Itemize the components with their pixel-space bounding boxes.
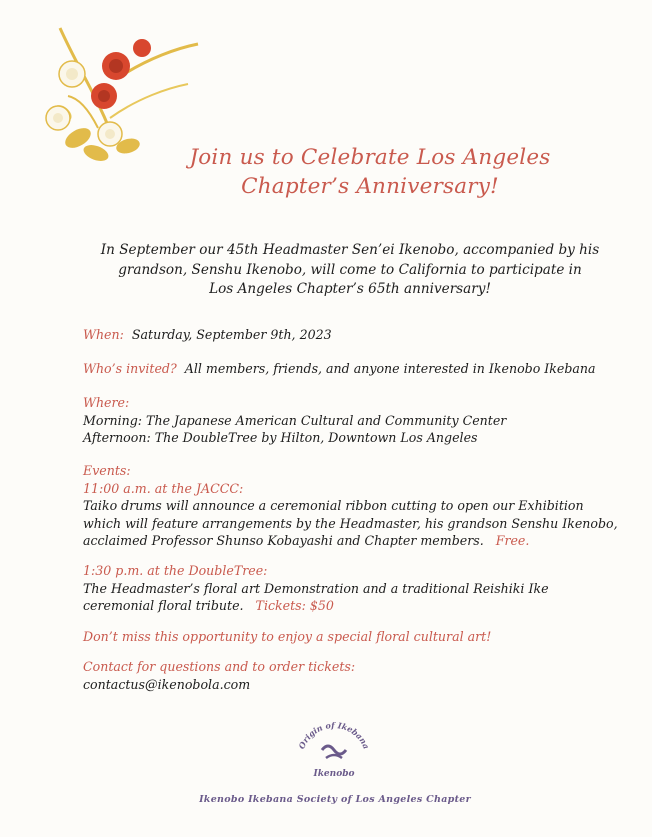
society-footer: Ikenobo Ikebana Society of Los Angeles Chapter (199, 794, 471, 805)
jaccc-line-1: Taiko drums will announce a ceremonial ribbon cutting to open our Exhibition (83, 498, 584, 513)
svg-text:Origin of Ikebana (296, 720, 371, 750)
intro-line-1: In September our 45th Headmaster Sen’ei Ikenobo, accompanied by his (100, 242, 600, 258)
doubletree-line-1: The Headmaster’s floral art Demonstration and a traditional Reishiki Ike (83, 580, 549, 596)
doubletree-price: Tickets: $50 (255, 598, 334, 613)
intro-line-2: grandson, Senshu Ikenobo, will come to California to participate in (118, 261, 582, 278)
intro-line-3: Los Angeles Chapter’s 65th anniversary! (209, 281, 491, 297)
when-label: When: (83, 327, 124, 342)
events-label: Events: (83, 463, 131, 478)
jaccc-line-2: which will feature arrangements by the Headmaster, his grandson Senshu Ikenobo, (83, 515, 618, 531)
when-section (83, 326, 623, 344)
where-morning: Morning: The Japanese American Cultural and Community Center (83, 412, 507, 428)
doubletree-line-2: ceremonial floral tribute. (83, 598, 244, 613)
dont-miss-section (83, 628, 623, 646)
where-section (83, 394, 623, 447)
contact-label: Contact for questions and to order tickets: (83, 659, 356, 674)
invited-section (83, 360, 623, 378)
title-line-1: Join us to Celebrate Los Angeles (189, 145, 551, 170)
events-section (83, 462, 623, 550)
dont-miss-text: Don’t miss this opportunity to enjoy a special floral cultural art! (83, 629, 492, 644)
where-afternoon: Afternoon: The DoubleTree by Hilton, Downtown Los Angeles (83, 430, 478, 445)
logo-arc-text: Origin of Ikebana (296, 720, 372, 751)
intro-paragraph (80, 241, 620, 300)
where-label: Where: (83, 395, 130, 410)
jaccc-price: Free. (495, 533, 530, 548)
when-value: Saturday, September 9th, 2023 (131, 327, 332, 342)
invited-label: Who’s invited? (83, 361, 177, 376)
invited-value: All members, friends, and anyone interested in Ikenobo Ikebana (184, 361, 596, 376)
logo-name: Ikenobo (313, 769, 355, 779)
jaccc-heading: 11:00 a.m. at the JACCC: (83, 480, 244, 496)
jaccc-line-3: acclaimed Professor Shunso Kobayashi and Chapter members. (83, 533, 484, 548)
contact-section (83, 658, 623, 693)
page-title (150, 143, 590, 201)
ikenobo-logo (292, 720, 376, 782)
doubletree-heading: 1:30 p.m. at the DoubleTree: (83, 563, 268, 578)
title-line-2: Chapter’s Anniversary! (241, 174, 499, 199)
doubletree-section (83, 562, 623, 615)
contact-email[interactable]: contactus@ikenobola.com (83, 676, 251, 692)
